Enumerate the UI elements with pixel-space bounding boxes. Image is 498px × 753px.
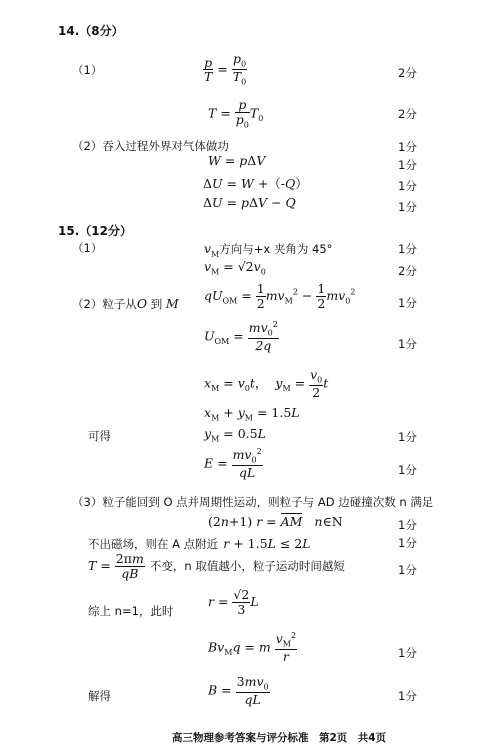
q15-point-9: 1分: [398, 563, 417, 577]
q14-title: 14.（8分）: [58, 24, 124, 38]
q14-part2-label: （2）吞入过程外界对气体做功: [72, 139, 229, 153]
q15-part1-label: （1）: [72, 241, 103, 255]
q15-part3-label: （3）粒子能回到 O 点并周期性运动，则粒子与 AD 边碰撞次数 n 满足: [72, 495, 434, 509]
q15-eq-vM: $v_M = √2v_0$: [204, 259, 266, 277]
q15-keyi: 可得: [88, 429, 111, 443]
q15-point-7: 1分: [398, 518, 417, 532]
q14-point-6: 1分: [398, 200, 417, 214]
q15-eq-T: T = $\frac{2\pi m}{qB}$ 不变，n 取值越小，粒子运动时间越短: [88, 551, 345, 581]
q14-eq4: ΔU = W +（-Q）: [203, 176, 308, 191]
q15-eq-B: B = $\frac{3mv_0}{qL}$: [208, 674, 269, 708]
q14-point-1: 2分: [398, 66, 417, 80]
q15-not-out: 不出磁场，则在 A 点附近 r + 1.5L ≤ 2L: [88, 536, 311, 551]
q15-point-6: 1分: [398, 463, 417, 477]
q15-eq-collide: (2n+1) r = AM n∈N: [208, 514, 343, 529]
q15-eq-lorentz: $Bv_Mq = m$ $\frac{v_M^2}{r}$: [208, 631, 297, 665]
q15-point-11: 1分: [398, 689, 417, 703]
q15-part2-label: （2）粒子从O 到 M: [72, 296, 179, 311]
q15-eq-E: E = $\frac{mv_0^2}{qL}$: [204, 447, 262, 481]
q14-point-3: 1分: [398, 140, 417, 154]
q14-eq3: W = pΔV: [208, 153, 266, 168]
q15-eq-UOM: $U_{OM}$ = $\frac{mv_0^2}{2q}$: [204, 320, 278, 354]
q15-point-3: 1分: [398, 296, 417, 310]
q15-point-2: 2分: [398, 264, 417, 278]
page-footer: 高三物理参考答案与评分标准 第2页 共4页: [172, 732, 387, 744]
q15-point-1: 1分: [398, 242, 417, 256]
q15-point-8: 1分: [398, 536, 417, 550]
q15-eq-xy: $x_M = v_0t$， $y_M$ = $\frac{v_0}{2}$ t: [204, 367, 329, 401]
q15-point-5: 1分: [398, 430, 417, 444]
q15-eq-sum: $x_M + y_M = 1.5L$: [204, 405, 300, 423]
q15-p1-direction: $v_M$方向与+x 夹角为 45°: [204, 241, 333, 260]
q15-point-4: 1分: [398, 337, 417, 351]
q14-eq2: T = $\frac{p}{p_0}$ $T_0$: [208, 97, 264, 130]
q14-part1-label: （1）: [72, 63, 103, 77]
q15-point-10: 1分: [398, 646, 417, 660]
q14-point-2: 2分: [398, 107, 417, 121]
q14-point-5: 1分: [398, 179, 417, 193]
q15-zongshang: 综上 n=1，此时: [88, 604, 174, 618]
q15-eq-energy: $qU_{OM}$ = $\frac{1}{2}$ $mv_M^2$ − $\frac{1}{2}$ $mv_0^2$: [204, 281, 356, 311]
q15-title: 15.（12分）: [58, 224, 132, 238]
q15-jiede: 解得: [88, 689, 111, 703]
q14-eq1: $\frac{p}{T}$ = $\frac{p_0}{T_0}$: [204, 51, 247, 87]
q15-eq-yM: $y_M = 0.5L$: [204, 426, 266, 444]
q15-eq-r: r = $\frac{√2}{3}$ L: [208, 587, 259, 617]
q14-point-4: 1分: [398, 158, 417, 172]
q14-eq5: ΔU = pΔV − Q: [203, 195, 296, 210]
